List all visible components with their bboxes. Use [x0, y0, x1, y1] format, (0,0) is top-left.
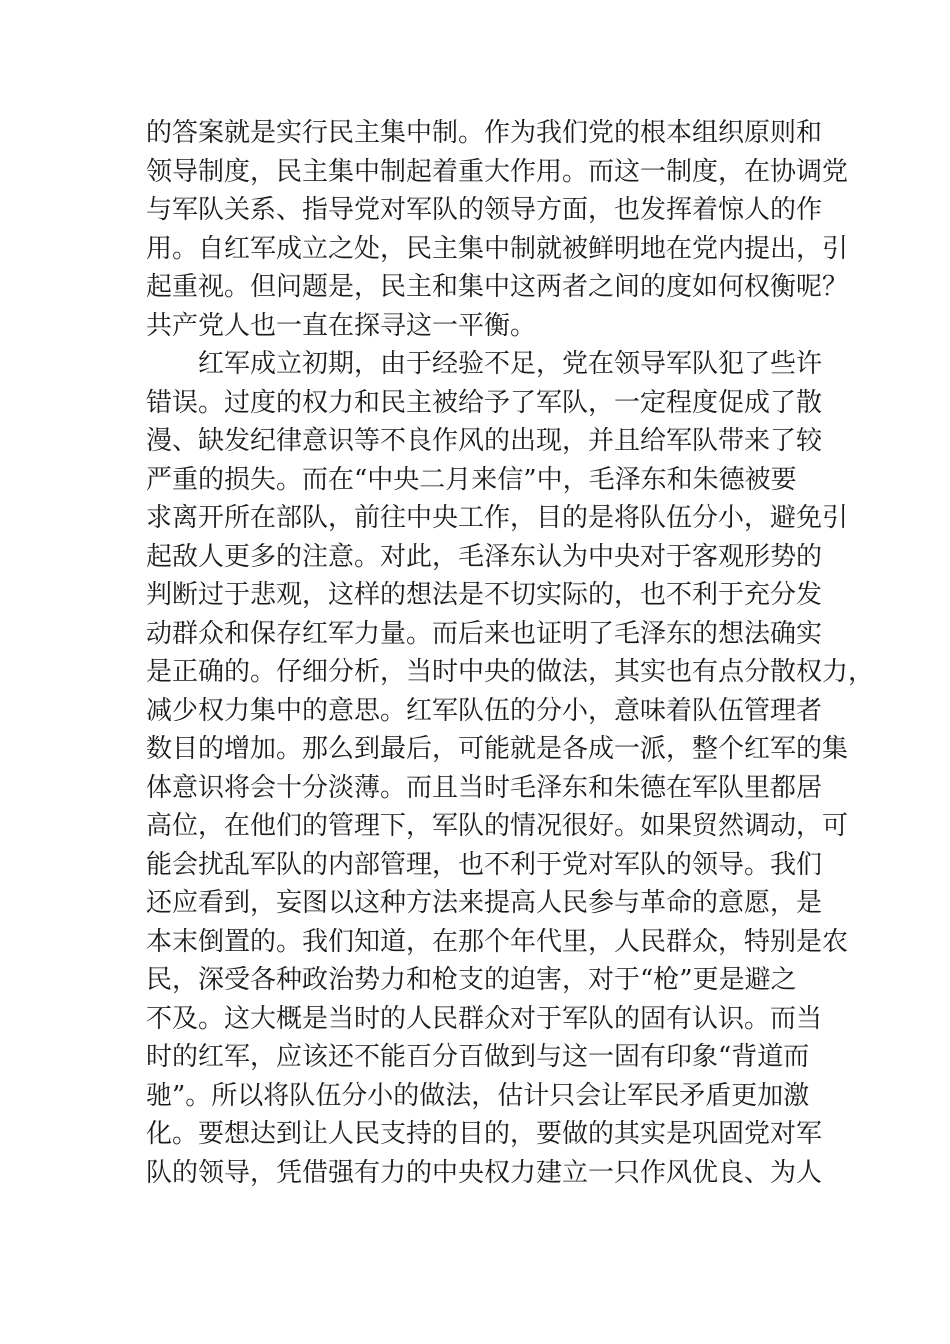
- text-line: 红军成立初期，由于经验不足，党在领导军队犯了些许: [146, 349, 823, 379]
- text-line: 领导制度，民主集中制起着重大作用。而这一制度，在协调党: [146, 156, 849, 187]
- text-line: 高位，在他们的管理下，军队的情况很好。如果贸然调动，可: [146, 811, 849, 841]
- document-page: [146, 114, 875, 1192]
- text-line: 数目的增加。那么到最后，可能就是各成一派，整个红军的集: [146, 734, 849, 764]
- text-line: 起重视。但问题是，民主和集中这两者之间的度如何权衡呢？: [146, 272, 849, 302]
- text-line: 的答案就是实行民主集中制。作为我们党的根本组织原则和: [146, 118, 823, 148]
- text-line: 是正确的。仔细分析，当时中央的做法，其实也有点分散权力，: [146, 657, 875, 687]
- text-line: 起敌人更多的注意。对此，毛泽东认为中央对于客观形势的: [146, 541, 823, 572]
- text-line: 不及。这大概是当时的人民群众对于军队的固有认识。而当: [146, 1003, 823, 1034]
- paragraph-1: [146, 114, 849, 345]
- text-line: 漫、缺发纪律意识等不良作风的出现，并且给军队带来了较: [146, 426, 823, 456]
- text-line: 共产党人也一直在探寻这一平衡。: [146, 310, 537, 341]
- text-line: 与军队关系、指导党对军队的领导方面，也发挥着惊人的作: [146, 195, 823, 225]
- text-line: 判断过于悲观，这样的想法是不切实际的，也不利于充分发: [146, 580, 823, 610]
- text-line: 队的领导，凭借强有力的中央权力建立一只作风优良、为人: [146, 1157, 823, 1188]
- text-line: 本末倒置的。我们知道，在那个年代里，人民群众，特别是农: [146, 926, 849, 957]
- paragraph-2: [146, 345, 875, 1192]
- text-line: 动群众和保存红军力量。而后来也证明了毛泽东的想法确实: [146, 618, 823, 649]
- text-line: 驰”。所以将队伍分小的做法，估计只会让军民矛盾更加激: [146, 1080, 810, 1111]
- text-line: 体意识将会十分淡薄。而且当时毛泽东和朱德在军队里都居: [146, 772, 823, 803]
- text-line: 还应看到，妄图以这种方法来提高人民参与革命的意愿，是: [146, 888, 823, 918]
- text-line: 化。要想达到让人民支持的目的，要做的其实是巩固党对军: [146, 1119, 823, 1149]
- text-line: 错误。过度的权力和民主被给予了军队，一定程度促成了散: [146, 387, 823, 418]
- text-line: 时的红军，应该还不能百分百做到与这一固有印象“背道而: [146, 1042, 810, 1072]
- text-line: 减少权力集中的意思。红军队伍的分小，意味着队伍管理者: [146, 695, 823, 726]
- text-line: 用。自红军成立之处，民主集中制就被鲜明地在党内提出，引: [146, 233, 849, 264]
- text-line: 严重的损失。而在“中央二月来信”中，毛泽东和朱德被要: [146, 464, 797, 495]
- text-line: 民，深受各种政治势力和枪支的迫害，对于“枪”更是避之: [146, 965, 797, 995]
- text-line: 求离开所在部队，前往中央工作，目的是将队伍分小，避免引: [146, 503, 849, 533]
- text-line: 能会扰乱军队的内部管理，也不利于党对军队的领导。我们: [146, 849, 823, 880]
